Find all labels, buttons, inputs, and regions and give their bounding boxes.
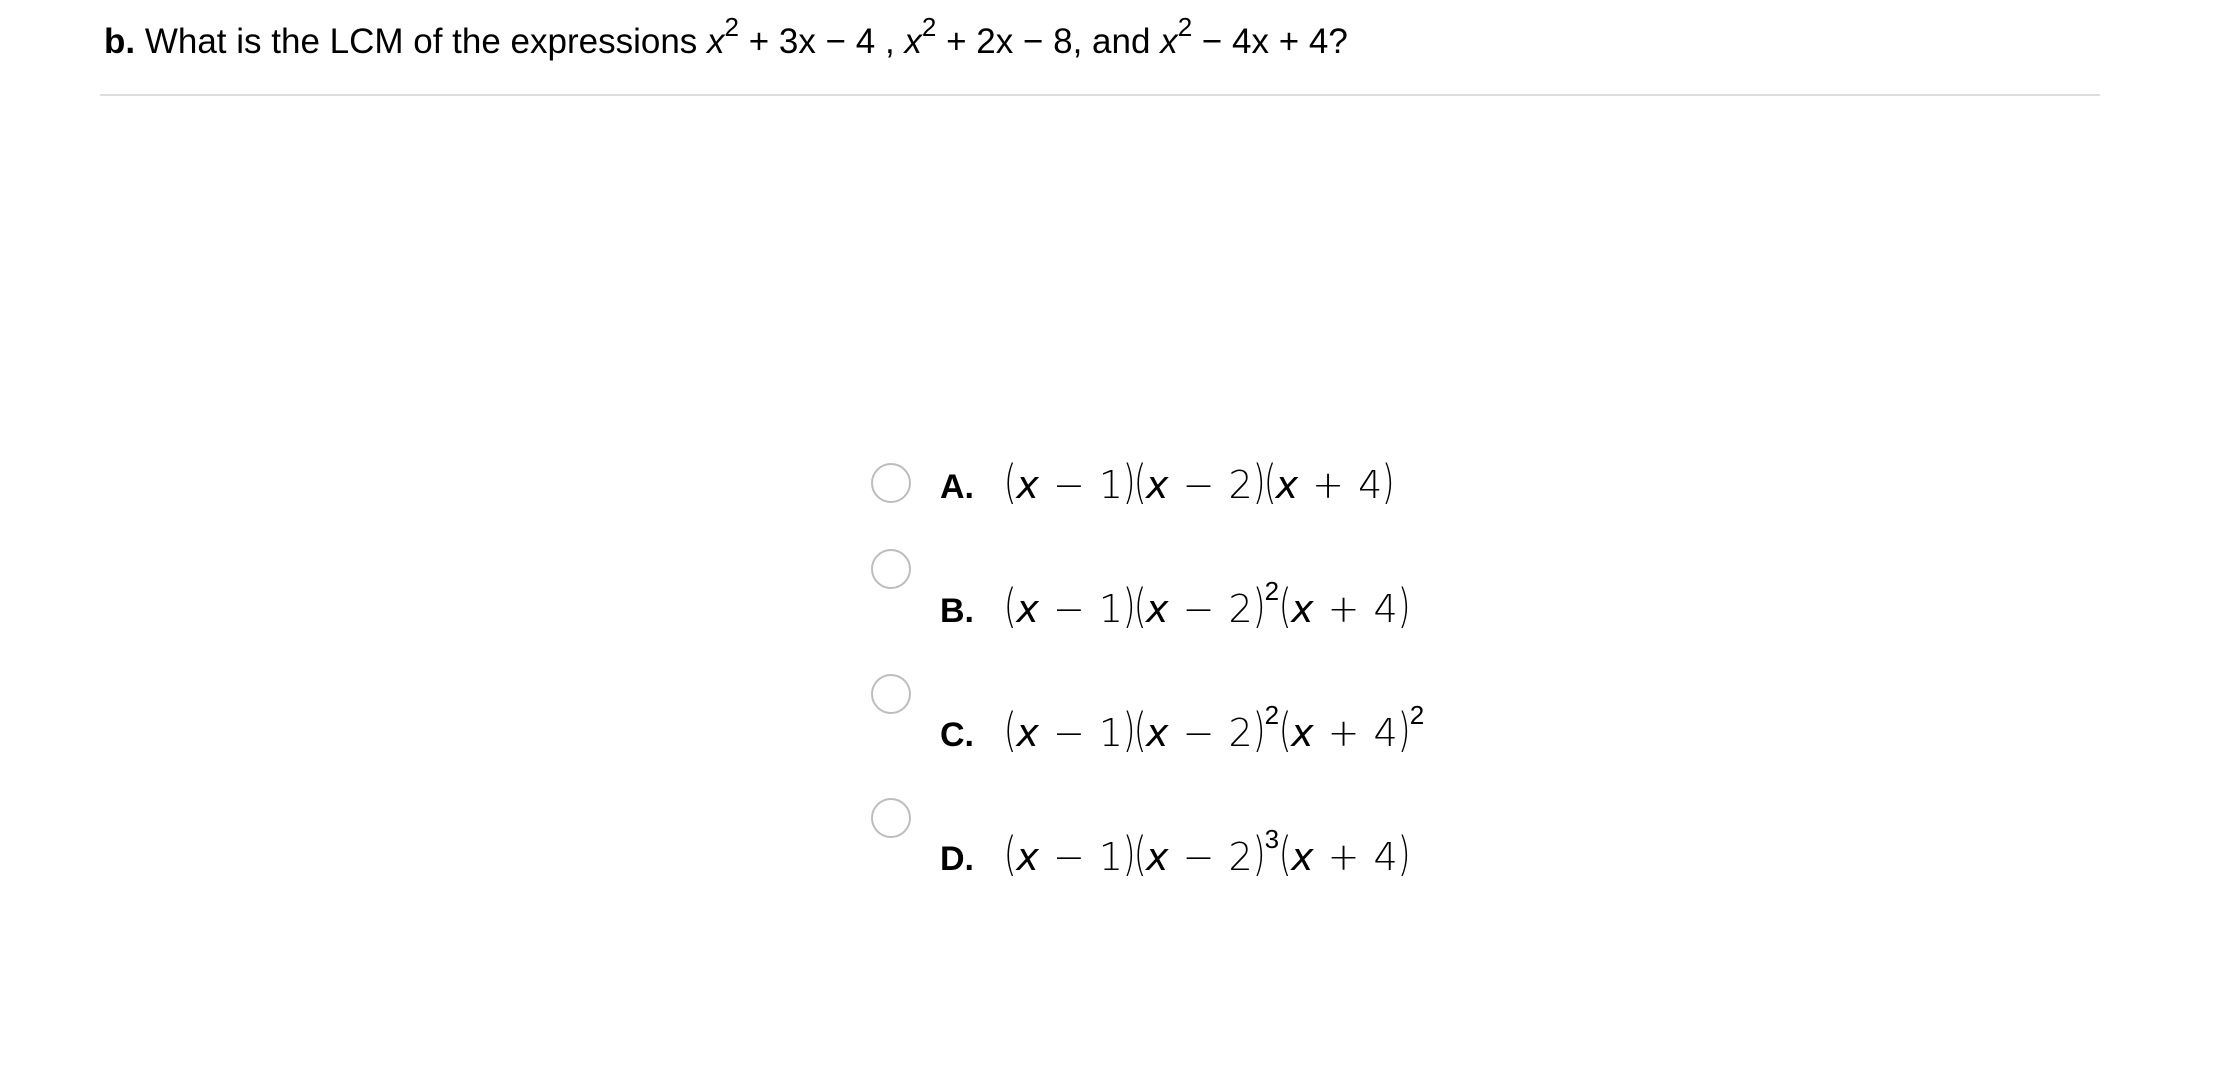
choice-b-content[interactable] bbox=[940, 578, 1410, 639]
choice-c-radio[interactable] bbox=[871, 674, 911, 714]
choice-a-content[interactable] bbox=[940, 454, 1394, 515]
choice-b-radio[interactable] bbox=[871, 549, 911, 589]
expression-2: $x^2 + 2x - 8$ bbox=[904, 12, 1073, 61]
header-divider bbox=[100, 94, 2100, 96]
question-connector: , and bbox=[1072, 22, 1151, 61]
choice-a-expression: (x − 1)(x − 2)(x + 4) bbox=[1004, 455, 1396, 509]
choice-d-expression: $(x - 1)(x - 2)^3(x + 4)$ bbox=[1004, 824, 1411, 881]
expression-3: $x^2 - 4x + 4$ bbox=[1160, 12, 1329, 61]
question-end: ? bbox=[1328, 22, 1348, 61]
choice-b-expression: $(x - 1)(x - 2)^2(x + 4)$ bbox=[1004, 576, 1411, 633]
expression-1: $x^2 + 3x - 4$ , bbox=[707, 12, 895, 61]
choice-d-radio[interactable] bbox=[871, 798, 911, 838]
choice-d-content[interactable] bbox=[940, 826, 1410, 887]
choice-a-radio[interactable] bbox=[871, 463, 911, 503]
choice-c-letter: C. bbox=[940, 716, 974, 754]
choice-d-letter: D. bbox=[940, 840, 974, 878]
question-label: b. bbox=[104, 22, 136, 61]
question-text bbox=[104, 14, 1348, 70]
choice-c-expression: $(x - 1)(x - 2)^2(x + 4)^2$ bbox=[1004, 700, 1426, 757]
choice-c-content[interactable] bbox=[940, 702, 1425, 763]
choice-b-letter: B. bbox=[940, 592, 974, 630]
choice-a-letter: A. bbox=[940, 468, 974, 506]
question-prompt: What is the LCM of the expressions bbox=[144, 22, 698, 61]
